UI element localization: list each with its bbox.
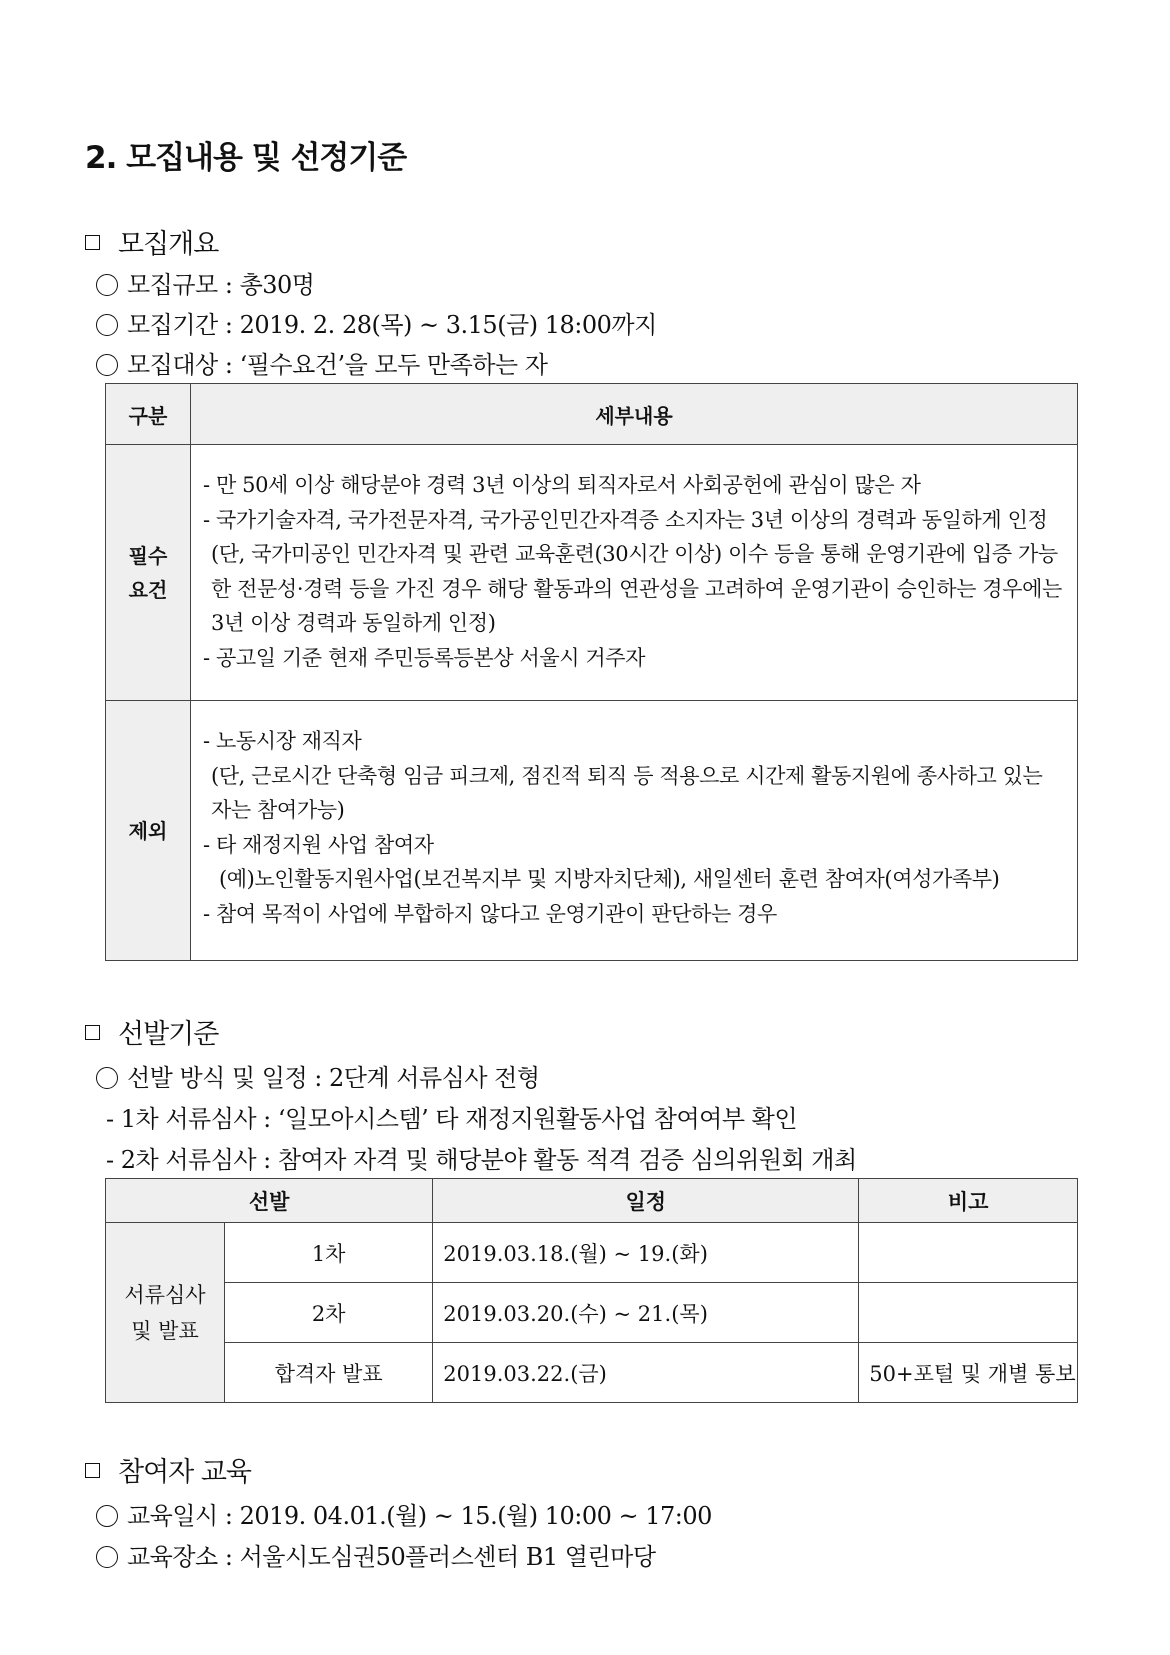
row-category-line: 요건 bbox=[128, 577, 168, 602]
note-cell: 50+포털 및 개별 통보 bbox=[859, 1343, 1078, 1403]
selection-heading-text: 선발기준 bbox=[118, 1019, 219, 1050]
note-cell bbox=[859, 1223, 1078, 1283]
detail-line: 자는 참여가능) bbox=[211, 798, 345, 822]
selection-item-text: - 2차 서류심사 : 참여자 자격 및 해당분야 활동 적격 검증 심의위원회 개최 bbox=[106, 1146, 857, 1174]
education-heading bbox=[85, 1450, 251, 1489]
table-row bbox=[106, 1343, 1078, 1403]
row-category bbox=[106, 701, 191, 961]
table-row bbox=[106, 445, 1078, 701]
row-category bbox=[106, 445, 191, 701]
recruit-item-text: 모집대상 : ‘필수요건’을 모두 만족하는 자 bbox=[127, 351, 548, 379]
detail-line: (단, 근로시간 단축형 임금 피크제, 점진적 퇴직 등 적용으로 시간제 활동지원에 종사하고 있는 bbox=[211, 763, 1043, 788]
group-cell-line: 및 발표 bbox=[131, 1318, 199, 1343]
education-item bbox=[96, 1537, 656, 1572]
selection-item-text: - 1차 서류심사 : ‘일모아시스템’ 타 재정지원활동사업 참여여부 확인 bbox=[106, 1105, 798, 1133]
detail-line: 3년 이상 경력과 동일하게 인정) bbox=[211, 611, 496, 635]
selection-item bbox=[96, 1058, 540, 1093]
stage-cell: 2차 bbox=[225, 1283, 433, 1343]
detail-line: - 공고일 기준 현재 주민등록등본상 서울시 거주자 bbox=[203, 645, 646, 670]
selection-item bbox=[106, 1099, 797, 1134]
table-row bbox=[106, 701, 1078, 961]
schedule-table bbox=[105, 1178, 1078, 1403]
recruit-heading bbox=[85, 222, 218, 261]
section-title: 2. 모집내용 및 선정기준 bbox=[85, 140, 407, 176]
schedule-cell: 2019.03.22.(금) bbox=[433, 1343, 859, 1403]
selection-item bbox=[106, 1140, 857, 1175]
square-bullet-icon bbox=[85, 1463, 100, 1478]
circle-bullet-icon bbox=[96, 314, 118, 336]
circle-bullet-icon bbox=[96, 274, 118, 296]
detail-line: - 참여 목적이 사업에 부합하지 않다고 운영기관이 판단하는 경우 bbox=[203, 901, 777, 926]
note-cell bbox=[859, 1283, 1078, 1343]
square-bullet-icon bbox=[85, 1025, 100, 1040]
recruit-heading-text: 모집개요 bbox=[118, 229, 219, 260]
row-category-line: 제외 bbox=[128, 818, 168, 843]
selection-item-text: 선발 방식 및 일정 : 2단계 서류심사 전형 bbox=[127, 1064, 540, 1092]
table-header-cell: 선발 bbox=[106, 1179, 433, 1223]
detail-line: - 국가기술자격, 국가전문자격, 국가공인민간자격증 소지자는 3년 이상의 경력과 동일하게 인정 bbox=[203, 507, 1048, 532]
requirements-table bbox=[105, 383, 1078, 961]
table-header-cell: 일정 bbox=[433, 1179, 859, 1223]
detail-line: (단, 국가미공인 민간자격 및 관련 교육훈련(30시간 이상) 이수 등을 통해 운영기관에 입증 가능 bbox=[211, 542, 1058, 566]
table-row bbox=[106, 1283, 1078, 1343]
group-cell-line: 서류심사 bbox=[124, 1282, 206, 1307]
education-item-text: 교육일시 : 2019. 04.01.(월) ~ 15.(월) 10:00 ~ 17:00 bbox=[127, 1502, 712, 1530]
schedule-cell: 2019.03.18.(월) ~ 19.(화) bbox=[433, 1223, 859, 1283]
education-heading-text: 참여자 교육 bbox=[118, 1457, 251, 1488]
recruit-item bbox=[96, 345, 547, 380]
square-bullet-icon bbox=[85, 235, 100, 250]
table-header-cell: 세부내용 bbox=[191, 384, 1078, 445]
table-header-row bbox=[106, 384, 1078, 445]
table-header-cell: 비고 bbox=[859, 1179, 1078, 1223]
group-cell bbox=[106, 1223, 225, 1403]
education-item-text: 교육장소 : 서울시도심권50플러스센터 B1 열린마당 bbox=[127, 1543, 656, 1571]
education-item bbox=[96, 1496, 712, 1531]
detail-line: (예)노인활동지원사업(보건복지부 및 지방자치단체), 새일센터 훈련 참여자(여성가족부) bbox=[219, 867, 1000, 891]
stage-cell: 합격자 발표 bbox=[225, 1343, 433, 1403]
circle-bullet-icon bbox=[96, 1546, 118, 1568]
recruit-item-text: 모집규모 : 총30명 bbox=[127, 271, 315, 299]
table-header-row bbox=[106, 1179, 1078, 1223]
recruit-item bbox=[96, 305, 657, 340]
detail-line: - 타 재정지원 사업 참여자 bbox=[203, 832, 434, 857]
row-detail bbox=[191, 701, 1078, 961]
circle-bullet-icon bbox=[96, 1067, 118, 1089]
circle-bullet-icon bbox=[96, 354, 118, 376]
detail-line: - 만 50세 이상 해당분야 경력 3년 이상의 퇴직자로서 사회공헌에 관심이 많은 자 bbox=[203, 473, 921, 497]
selection-heading bbox=[85, 1012, 218, 1051]
recruit-item bbox=[96, 265, 315, 300]
table-header-cell: 구분 bbox=[106, 384, 191, 445]
schedule-cell: 2019.03.20.(수) ~ 21.(목) bbox=[433, 1283, 859, 1343]
detail-line: - 노동시장 재직자 bbox=[203, 729, 362, 753]
row-detail bbox=[191, 445, 1078, 701]
circle-bullet-icon bbox=[96, 1505, 118, 1527]
table-row bbox=[106, 1223, 1078, 1283]
detail-line: 한 전문성·경력 등을 가진 경우 해당 활동과의 연관성을 고려하여 운영기관이 승인하는 경우에는 bbox=[211, 576, 1062, 601]
row-category-line: 필수 bbox=[128, 543, 168, 568]
recruit-item-text: 모집기간 : 2019. 2. 28(목) ~ 3.15(금) 18:00까지 bbox=[127, 311, 657, 339]
stage-cell: 1차 bbox=[225, 1223, 433, 1283]
